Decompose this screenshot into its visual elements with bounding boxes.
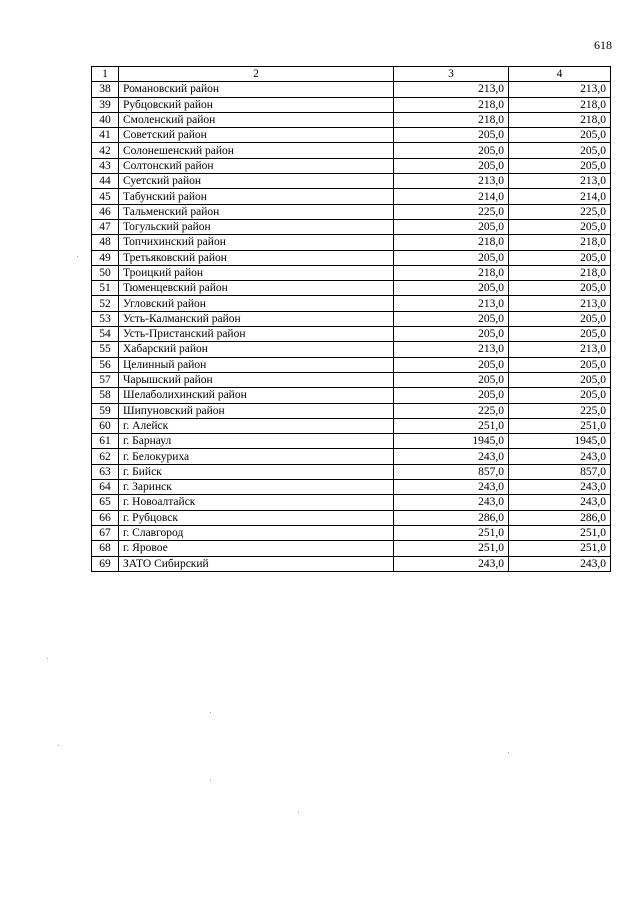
- value-col-4: 205,0: [509, 372, 611, 387]
- column-header-4: 4: [509, 67, 611, 82]
- table-row: [92, 464, 611, 479]
- row-number: 38: [92, 82, 119, 97]
- table-row: [92, 342, 611, 357]
- table-row: [92, 296, 611, 311]
- row-number: 66: [92, 510, 119, 525]
- scan-speck: [210, 712, 211, 713]
- row-number: 60: [92, 418, 119, 433]
- district-name: г. Рубцовск: [119, 510, 394, 525]
- district-name: Суетский район: [119, 174, 394, 189]
- value-col-3: 857,0: [394, 464, 509, 479]
- table-row: [92, 357, 611, 372]
- value-col-3: 205,0: [394, 250, 509, 265]
- district-name: Тюменцевский район: [119, 281, 394, 296]
- district-name: Тальменский район: [119, 204, 394, 219]
- value-col-4: 243,0: [509, 480, 611, 495]
- district-name: г. Заринск: [119, 480, 394, 495]
- district-name: г. Барнаул: [119, 434, 394, 449]
- value-col-4: 243,0: [509, 449, 611, 464]
- table-row: [92, 311, 611, 326]
- value-col-4: 205,0: [509, 128, 611, 143]
- value-col-4: 251,0: [509, 541, 611, 556]
- row-number: 42: [92, 143, 119, 158]
- table-row: [92, 265, 611, 280]
- row-number: 45: [92, 189, 119, 204]
- value-col-3: 205,0: [394, 357, 509, 372]
- value-col-4: 225,0: [509, 403, 611, 418]
- district-name: Чарышский район: [119, 372, 394, 387]
- table-row: [92, 372, 611, 387]
- data-table: [91, 66, 611, 572]
- value-col-3: 243,0: [394, 556, 509, 571]
- value-col-4: 205,0: [509, 311, 611, 326]
- column-header-3: 3: [394, 67, 509, 82]
- scan-speck: [77, 256, 78, 257]
- district-name: Хабарский район: [119, 342, 394, 357]
- row-number: 47: [92, 219, 119, 234]
- table-row: [92, 174, 611, 189]
- row-number: 44: [92, 174, 119, 189]
- value-col-3: 243,0: [394, 449, 509, 464]
- district-name: г. Новоалтайск: [119, 495, 394, 510]
- value-col-3: 205,0: [394, 143, 509, 158]
- table-row: [92, 82, 611, 97]
- table-row: [92, 204, 611, 219]
- value-col-3: 243,0: [394, 480, 509, 495]
- row-number: 50: [92, 265, 119, 280]
- table-header-row: [92, 67, 611, 82]
- value-col-4: 218,0: [509, 97, 611, 112]
- row-number: 52: [92, 296, 119, 311]
- value-col-3: 205,0: [394, 158, 509, 173]
- district-name: Третьяковский район: [119, 250, 394, 265]
- value-col-4: 243,0: [509, 495, 611, 510]
- district-name: Топчихинский район: [119, 235, 394, 250]
- row-number: 40: [92, 112, 119, 127]
- value-col-3: 286,0: [394, 510, 509, 525]
- value-col-3: 251,0: [394, 418, 509, 433]
- district-name: Угловский район: [119, 296, 394, 311]
- row-number: 61: [92, 434, 119, 449]
- value-col-3: 218,0: [394, 235, 509, 250]
- row-number: 41: [92, 128, 119, 143]
- district-name: Троицкий район: [119, 265, 394, 280]
- value-col-3: 225,0: [394, 403, 509, 418]
- table-row: [92, 112, 611, 127]
- table-row: [92, 495, 611, 510]
- value-col-4: 205,0: [509, 158, 611, 173]
- value-col-4: 286,0: [509, 510, 611, 525]
- district-name: Усть-Пристанский район: [119, 327, 394, 342]
- table-row: [92, 541, 611, 556]
- value-col-4: 213,0: [509, 296, 611, 311]
- row-number: 54: [92, 327, 119, 342]
- row-number: 65: [92, 495, 119, 510]
- row-number: 64: [92, 480, 119, 495]
- value-col-4: 251,0: [509, 525, 611, 540]
- district-name: Смоленский район: [119, 112, 394, 127]
- value-col-3: 213,0: [394, 174, 509, 189]
- value-col-4: 205,0: [509, 250, 611, 265]
- district-name: Советский район: [119, 128, 394, 143]
- value-col-3: 1945,0: [394, 434, 509, 449]
- value-col-3: 251,0: [394, 541, 509, 556]
- value-col-4: 213,0: [509, 174, 611, 189]
- value-col-3: 213,0: [394, 342, 509, 357]
- table-row: [92, 434, 611, 449]
- row-number: 57: [92, 372, 119, 387]
- district-name: г. Бийск: [119, 464, 394, 479]
- value-col-4: 243,0: [509, 556, 611, 571]
- row-number: 58: [92, 388, 119, 403]
- table-row: [92, 189, 611, 204]
- table-row: [92, 235, 611, 250]
- table-row: [92, 525, 611, 540]
- value-col-3: 205,0: [394, 281, 509, 296]
- district-name: Шипуновский район: [119, 403, 394, 418]
- district-name: Табунский район: [119, 189, 394, 204]
- table-row: [92, 128, 611, 143]
- scan-speck: [58, 745, 59, 746]
- value-col-4: 857,0: [509, 464, 611, 479]
- table-row: [92, 418, 611, 433]
- value-col-4: 1945,0: [509, 434, 611, 449]
- value-col-4: 214,0: [509, 189, 611, 204]
- district-name: г. Белокуриха: [119, 449, 394, 464]
- district-name: Тогульский район: [119, 219, 394, 234]
- district-name: Солонешенский район: [119, 143, 394, 158]
- value-col-3: 214,0: [394, 189, 509, 204]
- district-name: г. Алейск: [119, 418, 394, 433]
- value-col-3: 205,0: [394, 327, 509, 342]
- scan-speck: [210, 780, 211, 781]
- district-name: г. Славгород: [119, 525, 394, 540]
- district-name: Романовский район: [119, 82, 394, 97]
- column-header-1: 1: [92, 67, 119, 82]
- value-col-4: 213,0: [509, 342, 611, 357]
- value-col-3: 243,0: [394, 495, 509, 510]
- district-name: Целинный район: [119, 357, 394, 372]
- value-col-3: 213,0: [394, 296, 509, 311]
- table-row: [92, 158, 611, 173]
- value-col-4: 225,0: [509, 204, 611, 219]
- table-row: [92, 556, 611, 571]
- table-row: [92, 97, 611, 112]
- row-number: 46: [92, 204, 119, 219]
- value-col-3: 213,0: [394, 82, 509, 97]
- row-number: 62: [92, 449, 119, 464]
- value-col-4: 213,0: [509, 82, 611, 97]
- table-row: [92, 281, 611, 296]
- table-row: [92, 449, 611, 464]
- row-number: 51: [92, 281, 119, 296]
- column-header-2: 2: [119, 67, 394, 82]
- district-name: Усть-Калманский район: [119, 311, 394, 326]
- table-body: [92, 82, 611, 572]
- value-col-3: 218,0: [394, 112, 509, 127]
- table-row: [92, 327, 611, 342]
- value-col-3: 205,0: [394, 219, 509, 234]
- value-col-4: 205,0: [509, 143, 611, 158]
- value-col-4: 218,0: [509, 235, 611, 250]
- row-number: 69: [92, 556, 119, 571]
- district-name: Рубцовский район: [119, 97, 394, 112]
- district-name: Солтонский район: [119, 158, 394, 173]
- row-number: 59: [92, 403, 119, 418]
- row-number: 43: [92, 158, 119, 173]
- value-col-4: 218,0: [509, 112, 611, 127]
- value-col-4: 205,0: [509, 219, 611, 234]
- scan-speck: [298, 812, 299, 813]
- value-col-3: 205,0: [394, 372, 509, 387]
- page-number: 618: [594, 38, 612, 52]
- row-number: 56: [92, 357, 119, 372]
- table-row: [92, 219, 611, 234]
- scan-speck: [47, 658, 48, 659]
- district-name: ЗАТО Сибирский: [119, 556, 394, 571]
- table-row: [92, 143, 611, 158]
- value-col-3: 218,0: [394, 97, 509, 112]
- value-col-3: 205,0: [394, 311, 509, 326]
- row-number: 39: [92, 97, 119, 112]
- row-number: 48: [92, 235, 119, 250]
- table-row: [92, 403, 611, 418]
- row-number: 67: [92, 525, 119, 540]
- scan-speck: [508, 752, 509, 753]
- district-name: г. Яровое: [119, 541, 394, 556]
- row-number: 55: [92, 342, 119, 357]
- value-col-3: 218,0: [394, 265, 509, 280]
- district-name: Шелаболихинский район: [119, 388, 394, 403]
- value-col-3: 205,0: [394, 388, 509, 403]
- table-row: [92, 250, 611, 265]
- value-col-4: 205,0: [509, 281, 611, 296]
- row-number: 63: [92, 464, 119, 479]
- row-number: 68: [92, 541, 119, 556]
- table-row: [92, 480, 611, 495]
- value-col-4: 218,0: [509, 265, 611, 280]
- value-col-4: 251,0: [509, 418, 611, 433]
- value-col-3: 205,0: [394, 128, 509, 143]
- value-col-4: 205,0: [509, 327, 611, 342]
- table-row: [92, 388, 611, 403]
- row-number: 53: [92, 311, 119, 326]
- value-col-3: 225,0: [394, 204, 509, 219]
- table-row: [92, 510, 611, 525]
- row-number: 49: [92, 250, 119, 265]
- value-col-4: 205,0: [509, 388, 611, 403]
- value-col-4: 205,0: [509, 357, 611, 372]
- value-col-3: 251,0: [394, 525, 509, 540]
